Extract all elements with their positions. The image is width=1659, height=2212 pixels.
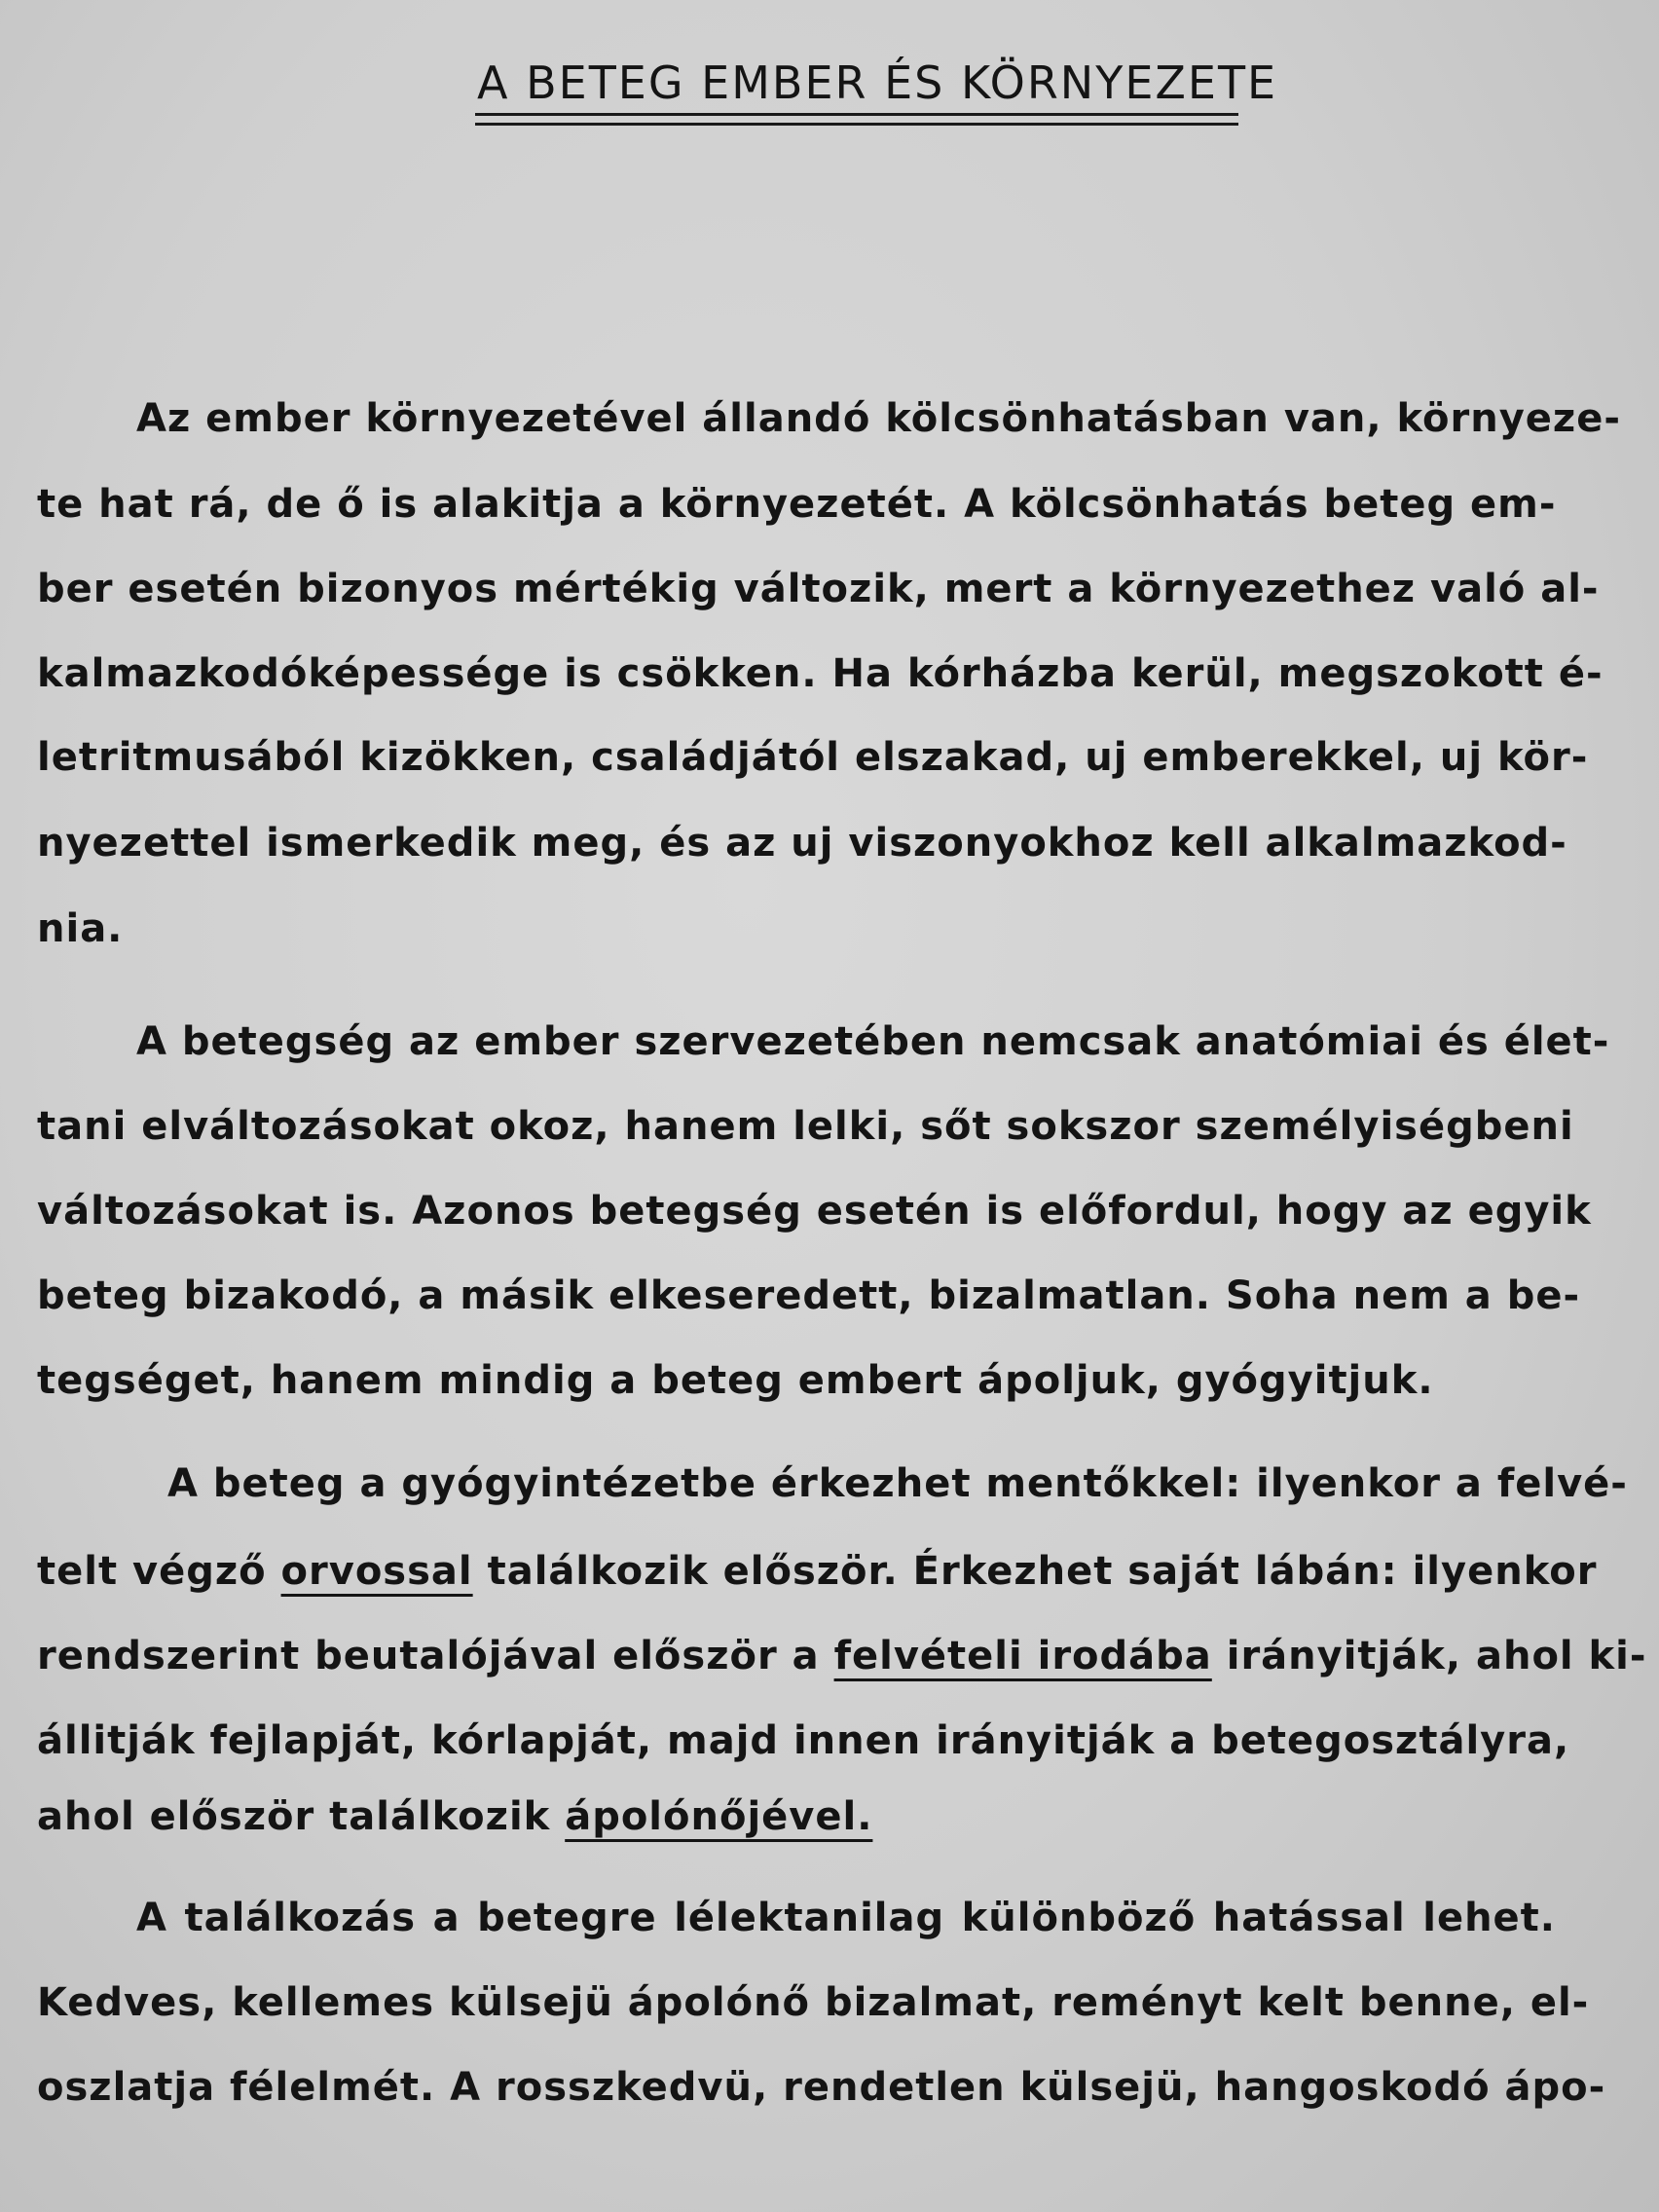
paragraph-1-line-2: te hat rá, de ő is alakitja a környezetét. A kölcsönhatás beteg em- [37,482,1557,527]
paragraph-4-line-3: oszlatja félelmét. A rosszkedvü, rendetlen külsejü, hangoskodó ápo- [37,2065,1606,2110]
text-segment: telt végző [37,1549,267,1594]
underlined-term-orvossal: orvossal [280,1549,473,1594]
title-underline-bottom [475,123,1238,126]
text-segment: ahol először találkozik [37,1794,551,1839]
paragraph-1-line-5: letritmusából kizökken, családjától elszakad, uj emberekkel, uj kör- [37,735,1589,780]
text-segment: irányitják, ahol ki- [1226,1634,1647,1678]
paragraph-1-line-1: Az ember környezetével állandó kölcsönhatásban van, környeze- [136,396,1621,441]
page-title: A BETEG EMBER ÉS KÖRNYEZETE [477,56,1278,109]
paragraph-2-line-1: A betegség az ember szervezetében nemcsak anatómiai és élet- [136,1019,1610,1064]
paragraph-2-line-4: beteg bizakodó, a másik elkeseredett, bizalmatlan. Soha nem a be- [37,1273,1581,1318]
paragraph-2-line-2: tani elváltozásokat okoz, hanem lelki, sőt sokszor személyiségbeni [37,1104,1574,1149]
paragraph-3-line-1: A beteg a gyógyintézetbe érkezhet mentőkkel: ilyenkor a felvé- [167,1461,1628,1506]
text-segment: rendszerint beutalójával először a [37,1634,820,1678]
underlined-term-felveteli-iroda: felvételi irodába [833,1634,1212,1678]
paragraph-1-line-6: nyezettel ismerkedik meg, és az uj viszonyokhoz kell alkalmazkod- [37,821,1567,866]
paragraph-4-line-1: A találkozás a betegre lélektanilag különböző hatással lehet. [136,1896,1556,1940]
text-segment: találkozik először. Érkezhet saját lábán: ilyenkor [487,1549,1598,1594]
paragraph-1-line-3: ber esetén bizonyos mértékig változik, mert a környezethez való al- [37,567,1600,611]
paragraph-2-line-5: tegséget, hanem mindig a beteg embert ápoljuk, gyógyitjuk. [37,1358,1434,1403]
paragraph-3-line-4: állitják fejlapját, kórlapját, majd innen irányitják a betegosztályra, [37,1718,1570,1763]
paragraph-3-line-5 [37,1793,1556,1840]
paragraph-1-line-4: kalmazkodóképessége is csökken. Ha kórházba kerül, megszokott é- [37,651,1604,696]
paragraph-1-line-7: nia. [37,906,124,951]
paragraph-3-line-2 [37,1548,1598,1595]
paragraph-4-line-2: Kedves, kellemes külsejü ápolónő bizalmat, reményt kelt benne, el- [37,1980,1590,2025]
title-underline-top [475,113,1238,116]
paragraph-3-line-3 [37,1633,1647,1679]
underlined-term-apolonojevel: ápolónőjével. [565,1794,873,1839]
paragraph-2-line-3: változásokat is. Azonos betegség esetén is előfordul, hogy az egyik [37,1189,1592,1234]
